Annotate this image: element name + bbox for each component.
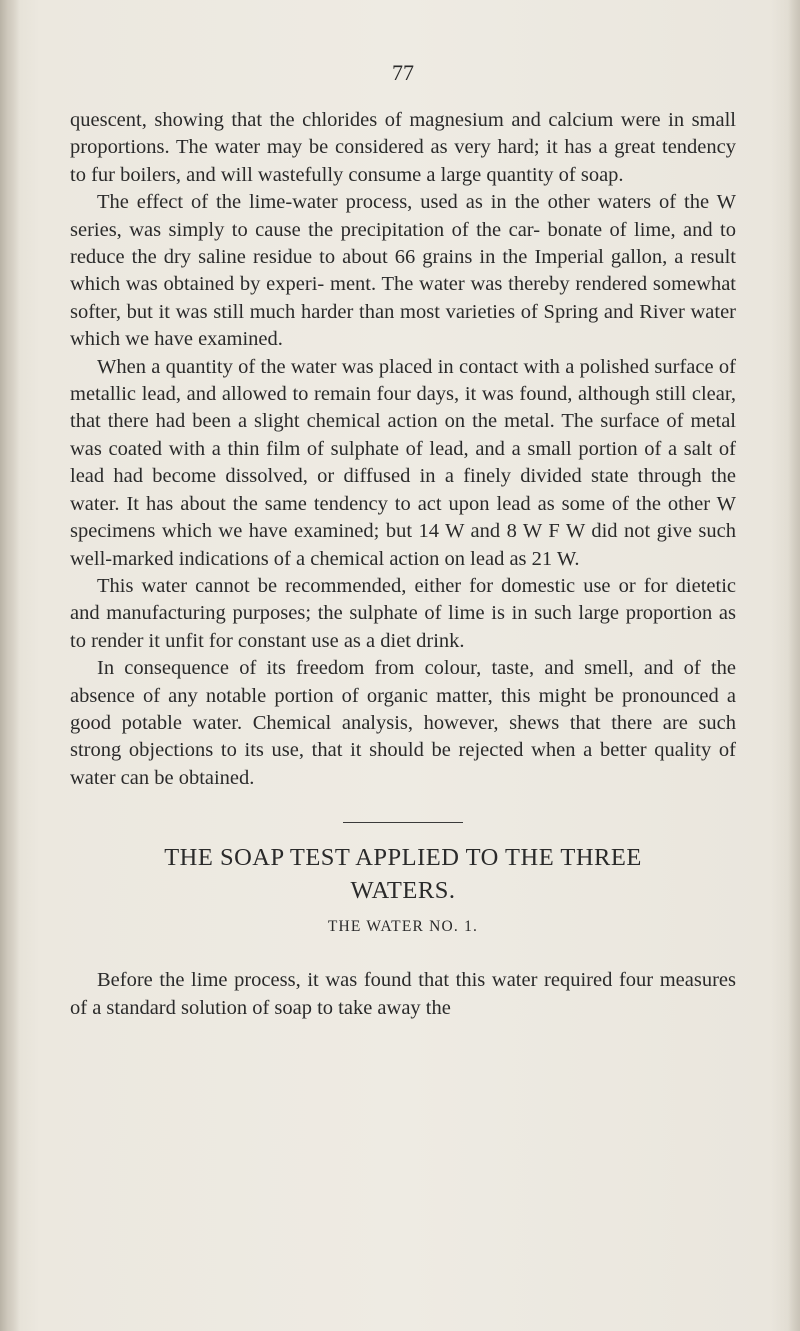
- paragraph-1: quescent, showing that the chlorides of magnesium and calcium were in small proportions. The water may be considered as very hard; it has a great tendency to fur boilers, and will wastefully consume a large quantity of soap.: [70, 109, 736, 186]
- paragraph-3: When a quantity of the water was placed in contact with a polished surface of metallic lead, and allowed to remain four days, it was found, although still clear, that there had been a slight chemical action on the metal. The surface of metal was coated with a thin film of sulphate of lead, and a small portion of a salt of lead had become dissolved, or diffused in a finely divided state through the water. It has about the same tendency to act upon lead as some of the other W specimens which we have examined; but 14 W and 8 W F W did not give such well-marked indications of a chemical action on lead as 21 W.: [70, 355, 736, 570]
- page-edge-shadow: [788, 0, 800, 1331]
- page-text-block: [70, 55, 736, 1022]
- subheading: THE WATER NO. 1.: [327, 918, 479, 936]
- section-heading-line-2: WATERS.: [350, 877, 456, 905]
- book-spine-shadow: [0, 0, 20, 1331]
- paragraph-2: The effect of the lime-water process, used as in the other waters of the W series, was simply to cause the precipitation of the car- bonate of lime, and to reduce the dry saline residue to about 66 grains in the Imperial gallon, a result which was obtained by experi- ment. The water was thereby rendered somewhat softer, but it was still much harder than most varieties of Spring and River water which we have examined.: [70, 191, 736, 351]
- section-divider: [343, 822, 463, 823]
- paragraph-6: Before the lime process, it was found that this water required four measures of a standard solution of soap to take away the: [70, 969, 736, 1019]
- paragraph-4: This water cannot be recommended, either for domestic use or for dietetic and manufacturing purposes; the sulphate of lime is in such large proportion as to render it unfit for constant use as a diet drink.: [70, 574, 736, 652]
- section-heading-line-1: THE SOAP TEST APPLIED TO THE THREE: [164, 844, 642, 872]
- paragraph-5: In consequence of its freedom from colour, taste, and smell, and of the absence of any notable portion of organic matter, this might be pronounced a good potable water. Chemical analysis, however, shews that there are such strong objections to its use, that it should be rejected when a better quality of water can be obtained.: [70, 657, 736, 789]
- page-number: 77: [392, 60, 414, 85]
